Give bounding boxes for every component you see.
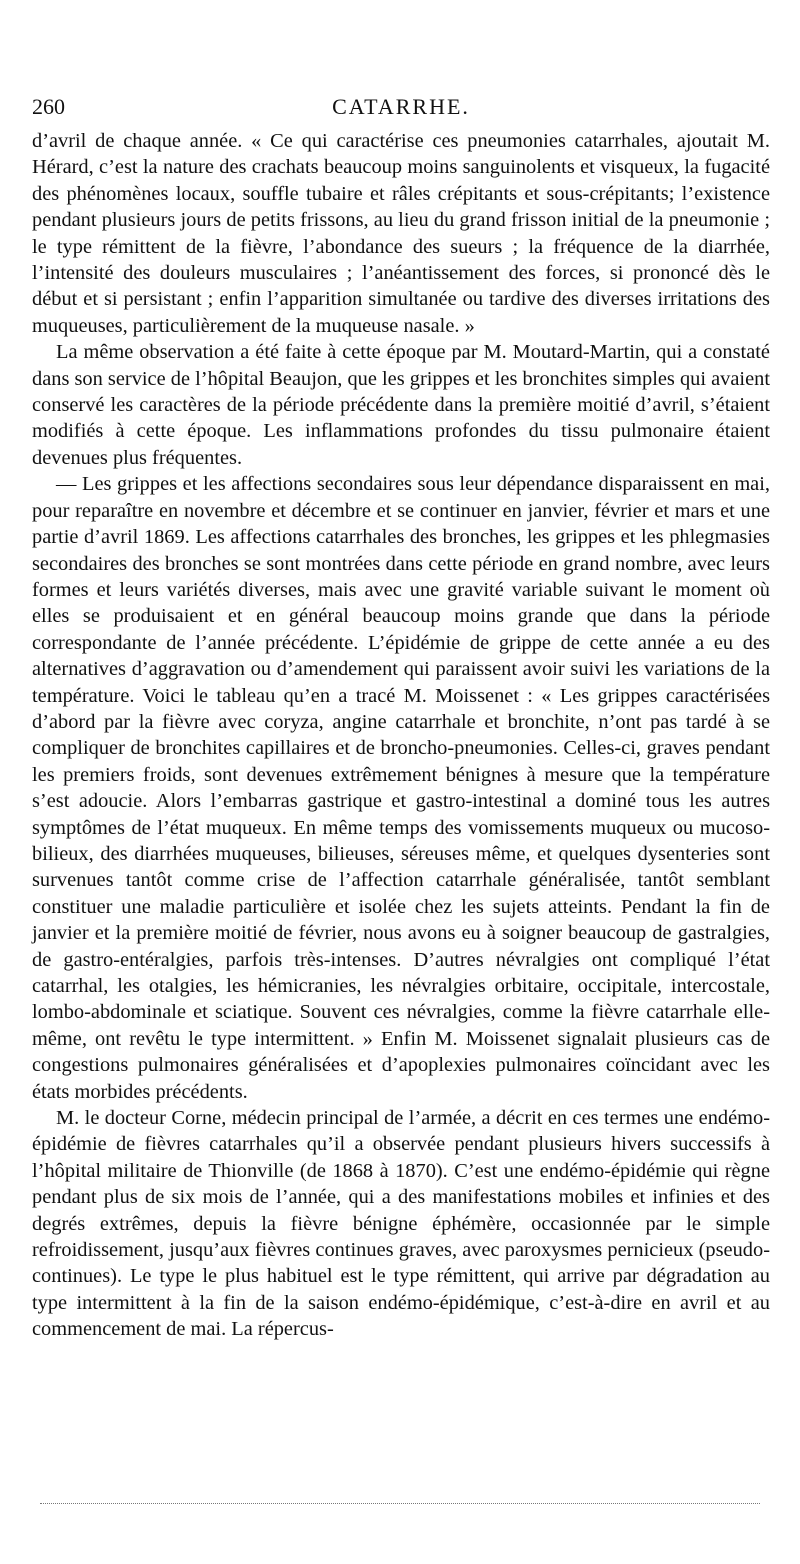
paragraph-4: M. le docteur Corne, médecin principal de l’armée, a décrit en ces termes une endémo-épidémie de fièvres catarrhales qu’il a observée pendant plusieurs hivers successifs à l’hôpital militaire de Thionville (de 1868 à 1870). C’est une endémo-épidémie qui règne pendant plus de six mois de l’année, qui a des manifestations mobiles et infinies et des degrés extrêmes, depuis la fièvre bénigne éphémère, occasionnée par le simple refroidissement, jusqu’aux fièvres continues graves, avec paroxysmes pernicieux (pseudo-continues). Le type le plus habituel est le type rémittent, qui arrive par dégradation au type intermittent à la fin de la saison endémo-épidémique, c’est-à-dire en avril et au commencement de mai. La répercus- [32, 1107, 770, 1341]
paragraph-3: — Les grippes et les affections secondaires sous leur dépendance disparaissent en mai, pour reparaître en novembre et décembre et se continuer en janvier, février et mars et une partie d’avril 1869. Les affections catarrhales des bronches, les grippes et les phlegmasies secondaires des bronches se sont montrées dans cette période en grand nombre, avec leurs formes et leurs variétés diverses, mais avec une gravité variable suivant le moment où elles se produisaient et en général beaucoup moins grande que dans la période correspondante de l’année précédente. L’épidémie de grippe de cette année a eu des alternatives d’aggravation ou d’amendement qui paraissent avoir suivi les variations de la température. Voici le tableau qu’en a tracé M. Moissenet : « Les grippes caractérisées d’abord par la fièvre avec coryza, angine catarrhale et bronchite, n’ont pas tardé à se compliquer de bronchites capillaires et de broncho-pneumonies. Celles-ci, graves pendant les premiers froids, sont devenues extrêmement bénignes à mesure que la température s’est adoucie. Alors l’embarras gastrique et gastro-intestinal a dominé tous les autres symptômes de l’état muqueux. En même temps des vomissements muqueux ou mucoso-bilieux, des diarrhées muqueuses, bilieuses, séreuses même, et quelques dysenteries sont survenues tantôt comme crise de l’affection catarrhale généralisée, tantôt semblant constituer une maladie particulière et isolée chez les sujets atteints. Pendant la fin de janvier et la première moitié de février, nous avons eu à soigner beaucoup de gastralgies, de gastro-entéralgies, parfois très-intenses. D’autres névralgies ont compliqué l’état catarrhal, les otalgies, les hémicranies, les névralgies orbitaire, occipitale, intercostale, lombo-abdominale et sciatique. Souvent ces névralgies, comme la fièvre catarrhale elle-même, ont revêtu le type intermittent. » Enfin M. Moissenet signalait plusieurs cas de congestions pulmonaires généralisées et d’apoplexies pulmonaires coïncidant avec les états morbides précédents. [32, 473, 770, 1103]
paragraph-2: La même observation a été faite à cette époque par M. Moutard-Martin, qui a constaté dans son service de l’hôpital Beaujon, que les grippes et les bronchites simples qui avaient conservé les caractères de la période précédente dans la première moitié d’avril, s’étaient modifiés à cette époque. Les inflammations profondes du tissu pulmonaire étaient devenues plus fréquentes. [32, 341, 770, 469]
footer-dotted-rule [40, 1503, 760, 1504]
body-text [32, 128, 770, 1343]
running-head: CATARRHE. [332, 94, 470, 119]
page-number: 260 [32, 94, 65, 119]
paragraph-1: d’avril de chaque année. « Ce qui caractérise ces pneumonies catarrhales, ajoutait M. Hérard, c’est la nature des crachats beaucoup moins sanguinolents et visqueux, la fugacité des phénomènes locaux, souffle tubaire et râles crépitants et sous-crépitants; l’existence pendant plusieurs jours de petits frissons, au lieu du grand frisson initial de la pneumonie ; le type rémittent de la fièvre, l’abondance des sueurs ; la fréquence de la diarrhée, l’intensité des douleurs musculaires ; l’anéantissement des forces, si prononcé dès le début et si persistant ; enfin l’apparition simultanée ou tardive des diverses irritations des muqueuses, particulièrement de la muqueuse nasale. » [32, 130, 770, 337]
page-header [32, 94, 770, 128]
